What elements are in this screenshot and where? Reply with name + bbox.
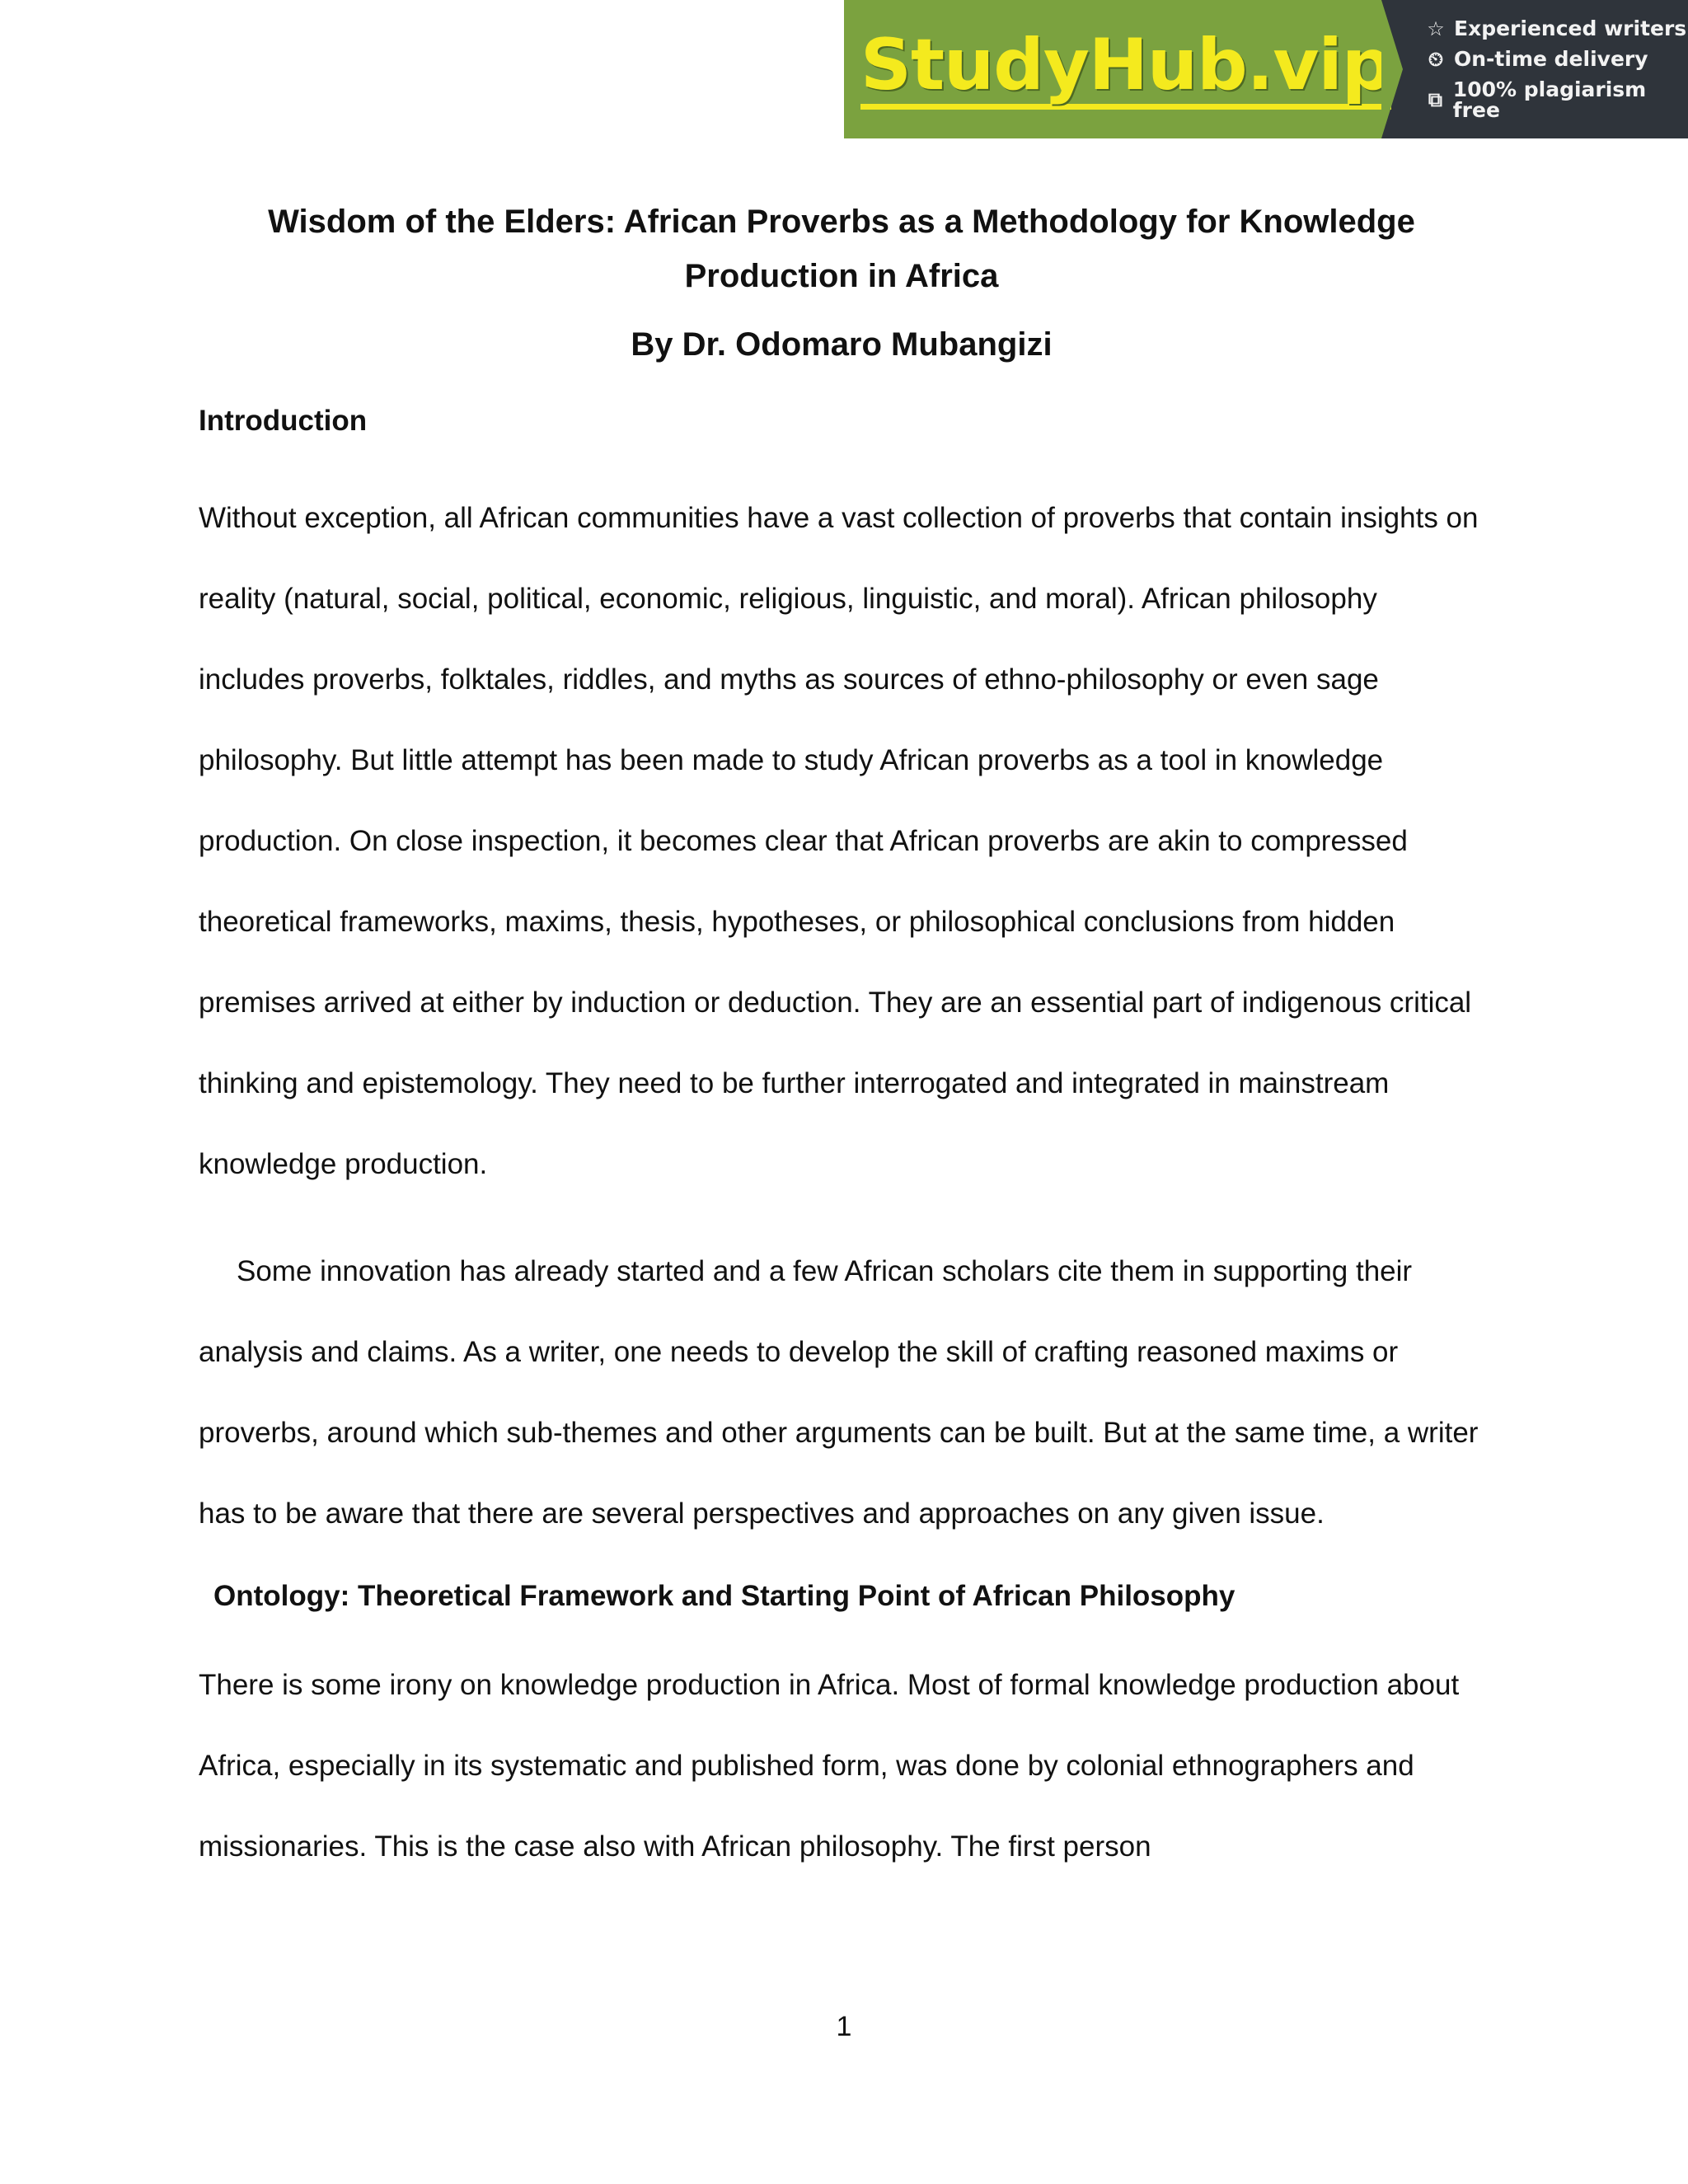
feature-label: On-time delivery (1454, 47, 1648, 71)
features-panel (1381, 0, 1688, 138)
brand-panel[interactable] (844, 0, 1392, 138)
feature-experienced-writers (1426, 18, 1688, 39)
feature-plagiarism-free (1426, 79, 1688, 120)
clock-icon: ⏲ (1428, 47, 1444, 71)
feature-label: Experienced writers (1454, 16, 1687, 40)
feature-label: 100% plagiarism free (1452, 77, 1647, 122)
section-heading-introduction: Introduction (199, 405, 368, 437)
paragraph-3: There is some irony on knowledge production in Africa. Most of formal knowledge production about Africa, especially in its systematic and published form, was done by colonial ethnographers and missionaries. This is the case also with African philosophy. The first person (199, 1669, 1460, 1863)
document-title: Wisdom of the Elders: African Proverbs as a Methodology for Knowledge Production in Africa (268, 204, 1415, 294)
document-author: By Dr. Odomaro Mubangizi (631, 326, 1053, 363)
document-page (199, 194, 1484, 1887)
paragraph-1: Without exception, all African communities have a vast collection of proverbs that contain insights on reality (natural, social, political, economic, religious, linguistic, and moral). African philosophy includes proverbs, folktales, riddles, and myths as sources of ethno-philosophy or even sage philosophy. But little attempt has been made to study African proverbs as a tool in knowledge production. On close inspection, it becomes clear that African proverbs are akin to compressed theoretical frameworks, maxims, thesis, hypotheses, or philosophical conclusions from hidden premises arrived at either by induction or deduction. They are an essential part of indigenous critical thinking and epistemology. They need to be further interrogated and integrated in mainstream knowledge production. (199, 502, 1479, 1180)
section-heading-ontology: Ontology: Theoretical Framework and Starting Point of African Philosophy (213, 1580, 1236, 1612)
copy-icon: ⧉ (1428, 88, 1442, 111)
studyhub-banner[interactable] (844, 0, 1688, 138)
feature-on-time-delivery (1426, 49, 1688, 69)
paragraph-2: Some innovation has already started and a few African scholars cite them in supporting their analysis and claims. As a writer, one needs to develop the skill of crafting reasoned maxims or proverbs, around which sub-themes and other arguments can be built. But at the same time, a writer has to be aware that there are several perspectives and approaches on any given issue. (199, 1255, 1479, 1530)
star-icon: ☆ (1427, 16, 1445, 40)
page-number: 1 (836, 2011, 852, 2042)
brand-logo[interactable]: StudyHub.vip (860, 30, 1391, 110)
